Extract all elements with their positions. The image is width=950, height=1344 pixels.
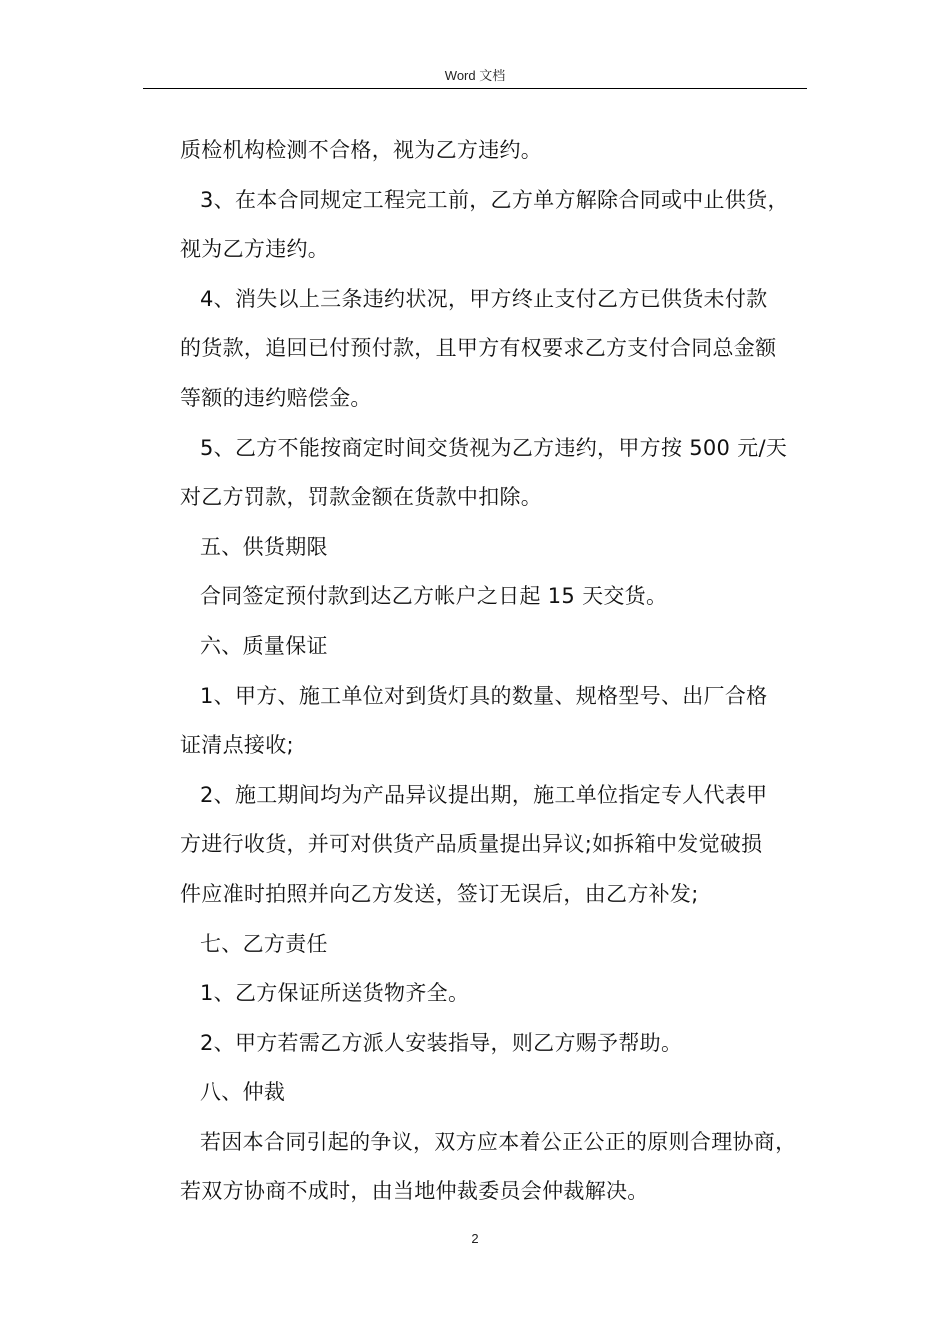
paragraph-line: 5、乙方不能按商定时间交货视为乙方违约，甲方按 500 元/天 [200, 435, 788, 460]
section-heading: 六、质量保证 [200, 633, 328, 658]
document-header: Word 文档 [444, 68, 506, 83]
paragraph-line: 合同签定预付款到达乙方帐户之日起 15 天交货。 [200, 584, 668, 609]
paragraph-line: 4、消失以上三条违约状况，甲方终止支付乙方已供货未付款 [200, 286, 768, 311]
paragraph-line: 对乙方罚款，罚款金额在货款中扣除。 [180, 485, 543, 510]
paragraph-line: 的货款，追回已付预付款，且甲方有权要求乙方支付合同总金额 [180, 336, 777, 361]
paragraph-line: 2、甲方若需乙方派人安装指导，则乙方赐予帮助。 [200, 1030, 683, 1055]
paragraph-line: 若双方协商不成时，由当地仲裁委员会仲裁解决。 [180, 1179, 649, 1204]
paragraph-line: 视为乙方违约。 [180, 237, 330, 262]
paragraph-line: 若因本合同引起的争议，双方应本着公正公正的原则合理协商， [200, 1129, 797, 1154]
paragraph-line: 1、甲方、施工单位对到货灯具的数量、规格型号、出厂合格 [200, 683, 768, 708]
header-divider [143, 88, 807, 89]
paragraph-line: 方进行收货，并可对供货产品质量提出异议;如拆箱中发觉破损 [180, 832, 763, 857]
paragraph-line: 3、在本合同规定工程完工前，乙方单方解除合同或中止供货， [200, 187, 789, 212]
paragraph-line: 1、乙方保证所送货物齐全。 [200, 981, 470, 1006]
paragraph-line: 证清点接收; [180, 733, 294, 758]
page-number: 2 [471, 1231, 479, 1246]
section-heading: 五、供货期限 [200, 534, 328, 559]
paragraph-line: 等额的违约赔偿金。 [180, 385, 372, 410]
section-heading: 七、乙方责任 [200, 931, 328, 956]
paragraph-line: 2、施工期间均为产品异议提出期，施工单位指定专人代表甲 [200, 782, 768, 807]
paragraph-line: 件应准时拍照并向乙方发送，签订无误后，由乙方补发; [180, 881, 699, 906]
paragraph-line: 质检机构检测不合格，视为乙方违约。 [180, 138, 543, 162]
document-body [180, 126, 820, 1217]
section-heading: 八、仲裁 [200, 1080, 286, 1105]
